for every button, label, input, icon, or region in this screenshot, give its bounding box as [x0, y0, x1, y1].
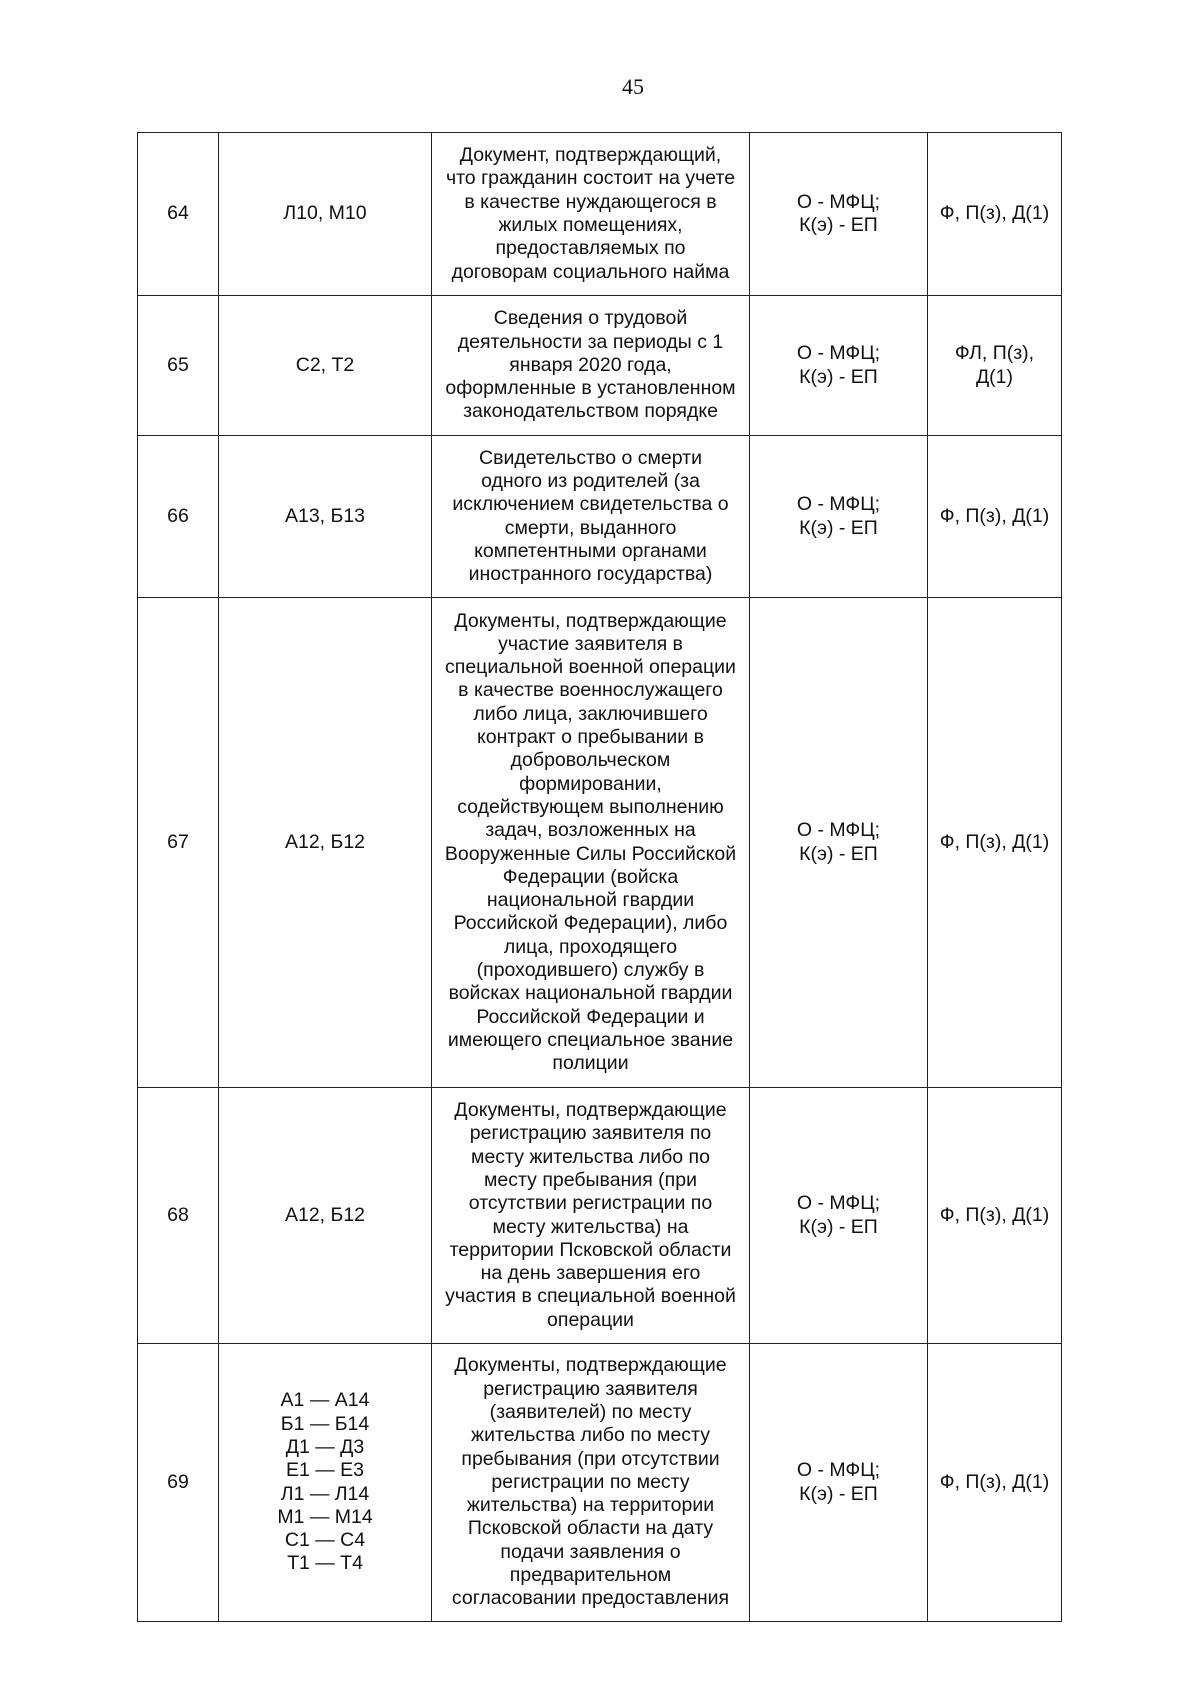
row-submission: О - МФЦ; К(э) - ЕП: [796, 342, 881, 388]
row-number-cell: [138, 1088, 219, 1344]
submission-cell: [750, 1344, 928, 1622]
form-cell: [928, 1344, 1062, 1622]
document-cell: [432, 598, 750, 1088]
codes-cell: [219, 133, 432, 296]
submission-cell: [750, 1088, 928, 1344]
document-cell: [432, 296, 750, 436]
codes-cell: [219, 296, 432, 436]
document-cell: [432, 133, 750, 296]
row-codes: С2, Т2: [295, 353, 355, 376]
row-number-cell: [138, 1344, 219, 1622]
submission-cell: [750, 296, 928, 436]
document-cell: [432, 1088, 750, 1344]
page-number: 45: [622, 74, 644, 99]
row-form: ФЛ, П(з), Д(1): [954, 342, 1035, 388]
row-number: 69: [167, 1470, 189, 1493]
form-cell: [928, 296, 1062, 436]
table-row: [138, 1088, 1062, 1344]
table-row: [138, 1344, 1062, 1622]
row-number-cell: [138, 598, 219, 1088]
row-submission: О - МФЦ; К(э) - ЕП: [796, 1459, 881, 1505]
row-document: Сведения о трудовой деятельности за периоды с 1 января 2020 года, оформленные в установленном законодательством порядке: [445, 307, 736, 423]
documents-table: [137, 132, 1062, 1622]
row-submission: О - МФЦ; К(э) - ЕП: [796, 1192, 881, 1238]
row-number: 67: [167, 830, 189, 853]
table-row: [138, 598, 1062, 1088]
row-submission: О - МФЦ; К(э) - ЕП: [796, 190, 881, 236]
row-codes: А12, Б12: [284, 1203, 366, 1226]
submission-cell: [750, 598, 928, 1088]
row-form: Ф, П(з), Д(1): [939, 1203, 1050, 1226]
codes-cell: [219, 436, 432, 598]
row-document: Документы, подтверждающие участие заявителя в специальной военной операции в качестве военнослужащего либо лица, заключившего контракт о пребывании в добровольческом формировании, содействующем выполнению задач, возложенных на Вооруженные Силы Российской Федерации (войска национальной гвардии Российской Федерации), либо лица, проходящего (проходившего) службу в войсках национальной гвардии Российской Федерации и имеющего специальное звание полиции: [444, 609, 737, 1075]
row-number-cell: [138, 436, 219, 598]
form-cell: [928, 1088, 1062, 1344]
row-codes: А13, Б13: [284, 504, 366, 527]
document-cell: [432, 436, 750, 598]
form-cell: [928, 133, 1062, 296]
row-number: 64: [167, 202, 189, 225]
row-form: Ф, П(з), Д(1): [939, 830, 1050, 853]
row-document: Документ, подтверждающий, что гражданин состоит на учете в качестве нуждающегося в жилых помещениях, предоставляемых по договорам социального найма: [445, 144, 736, 283]
row-form: Ф, П(з), Д(1): [939, 504, 1050, 527]
row-codes: А1 — А14 Б1 — Б14 Д1 — Д3 Е1 — Е3 Л1 — Л14 М1 — М14 С1 — С4 Т1 — Т4: [277, 1389, 373, 1575]
row-document: Документы, подтверждающие регистрацию заявителя по месту жительства либо по месту пребывания (при отсутствии регистрации по месту жительства) на территории Псковской области на день завершения его участия в специальной военной операции: [445, 1099, 736, 1331]
codes-cell: [219, 598, 432, 1088]
row-number-cell: [138, 133, 219, 296]
row-number-cell: [138, 296, 219, 436]
submission-cell: [750, 436, 928, 598]
row-submission: О - МФЦ; К(э) - ЕП: [796, 493, 881, 539]
codes-cell: [219, 1088, 432, 1344]
row-codes: Л10, М10: [283, 202, 367, 225]
form-cell: [928, 598, 1062, 1088]
row-form: Ф, П(з), Д(1): [939, 1470, 1050, 1493]
document-cell: [432, 1344, 750, 1622]
form-cell: [928, 436, 1062, 598]
table-row: [138, 133, 1062, 296]
row-submission: О - МФЦ; К(э) - ЕП: [796, 819, 881, 865]
row-document: Документы, подтверждающие регистрацию заявителя (заявителей) по месту жительства либо по месту пребывания (при отсутствии регистрации по месту жительства) на территории Псковской области на дату подачи заявления о предварительном согласовании предоставления: [451, 1354, 730, 1610]
row-codes: А12, Б12: [284, 830, 366, 853]
submission-cell: [750, 133, 928, 296]
row-document: Свидетельство о смерти одного из родителей (за исключением свидетельства о смерти, выданного компетентными органами иностранного государства): [452, 446, 729, 586]
row-number: 66: [167, 504, 189, 527]
codes-cell: [219, 1344, 432, 1622]
row-form: Ф, П(з), Д(1): [939, 202, 1050, 225]
row-number: 68: [167, 1203, 189, 1226]
table-row: [138, 436, 1062, 598]
row-number: 65: [167, 353, 189, 376]
table-row: [138, 296, 1062, 436]
